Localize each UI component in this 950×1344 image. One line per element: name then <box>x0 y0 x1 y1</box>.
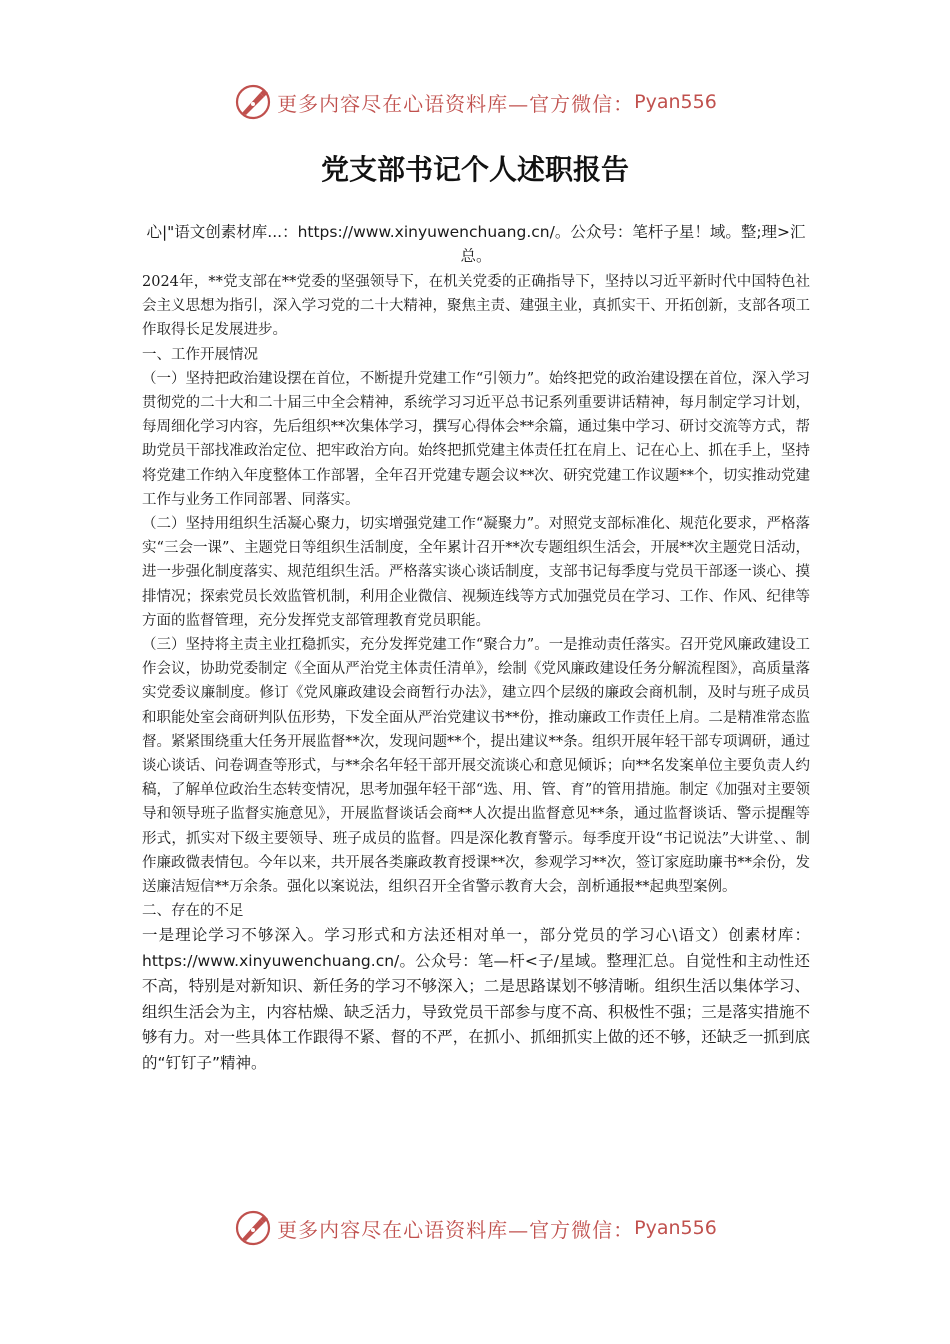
banner-wechat-id: Pyan556 <box>634 1217 717 1239</box>
banner-text: 更多内容尽在心语资料库—官方微信： <box>277 91 635 116</box>
work-paragraph-3: （三）坚持将主责主业扛稳抓实，充分发挥党建工作“聚合力”。一是推动责任落实。召开党风廉政建设工作会议，协助党委制定《全面从严治党主体责任清单》，绘制《党风廉政建设任务分解流程图》，高质量落实党委议廉制度。修订《党风廉政建设会商暂行办法》，建立四个层级的廉政会商机制，及时与班子成员和职能处室会商研判队伍形势，下发全面从严治党建议书**份，推动廉政工作责任上肩。二是精准常态监督。紧紧围绕重大任务开展监督**次，发现问题**个，提出建议**条。组织开展年轻干部专项调研，通过谈心谈话、问卷调查等形式，与**余名年轻干部开展交流谈心和意见倾诉；向**名发案单位主要负责人约稿，了解单位政治生态转变情况，思考加强年轻干部“选、用、管、育”的管用措施。制定《加强对主要领导和领导班子监督实施意见》，开展监督谈话会商**人次提出监督意见**条，通过监督谈话、警示提醒等形式，抓实对下级主要领导、班子成员的监督。四是深化教育警示。每季度开设“书记说法”大讲堂、、制作廉政微表情包。今年以来，共开展各类廉政教育授课**次，参观学习**次，签订家庭助廉书**余份，发送廉洁短信**万余条。强化以案说法，组织召开全省警示教育大会，剖析通报**起典型案例。 <box>142 637 810 896</box>
pen-nib-logo-icon <box>233 1208 273 1248</box>
shortcomings-paragraph: 一是理论学习不够深入。学习形式和方法还相对单一，部分党员的学习心\语文）创素材库：https://www.xinyuwenchuang.cn/。公众号：笔—杆<子/星域。整理汇总。自觉性和主动性还不高，特别是对新知识、新任务的学习不够深入；二是思路谋划不够清晰。组织生活以集体学习、组织生活会为主，内容枯燥、缺乏活力，导致党员干部参与度不高、积极性不强；三是落实措施不够有力。对一些具体工作跟得不紧、督的不严，在抓小、抓细抓实上做的还不够，还缺乏一抓到底的“钉钉子”精神。 <box>142 926 810 1072</box>
header-watermark-banner <box>0 80 950 124</box>
section-heading-shortcomings: 二、存在的不足 <box>142 903 244 920</box>
section-heading-work: 一、工作开展情况 <box>142 346 258 363</box>
intro-paragraph: 2024年，**党支部在**党委的坚强领导下，在机关党委的正确指导下，坚持以习近平新时代中国特色社会主义思想为指引，深入学习党的二十大精神，聚焦主责、建强主业，真抓实干、开拓创新，支部各项工作取得长足发展进步。 <box>142 274 810 339</box>
work-paragraph-2: （二）坚持用组织生活凝心聚力，切实增强党建工作“凝聚力”。对照党支部标准化、规范化要求，严格落实“三会一课”、主题党日等组织生活制度，全年累计召开**次专题组织生活会，开展**次主题党日活动，进一步强化制度落实、规范组织生活。严格落实谈心谈话制度，支部书记每季度与党员干部逐一谈心、摸排情况；探索党员长效监管机制，利用企业微信、视频连线等方式加强党员在学习、工作、作风、纪律等方面的监督管理，充分发挥党支部管理教育党员职能。 <box>142 516 810 629</box>
footer-watermark-banner <box>0 1206 950 1250</box>
banner-wechat-id: Pyan556 <box>634 91 717 113</box>
banner-text: 更多内容尽在心语资料库—官方微信： <box>277 1217 635 1242</box>
work-paragraph-1: （一）坚持把政治建设摆在首位，不断提升党建工作“引领力”。始终把党的政治建设摆在首位，深入学习贯彻党的二十大和二十届三中全会精神，系统学习习近平总书记系列重要讲话精神，每月制定学习计划，每周细化学习内容，先后组织**次集体学习，撰写心得体会**余篇，通过集中学习、研讨交流等方式，帮助党员干部找准政治定位、把牢政治方向。始终把抓党建主体责任扛在肩上、记在心上、抓在手上，坚持将党建工作纳入年度整体工作部署，全年召开党建专题会议**次、研究党建工作议题**个，切实推动党建工作与业务工作同部署、同落实。 <box>142 370 810 508</box>
document-title: 党支部书记个人述职报告 <box>320 153 629 186</box>
pen-nib-logo-icon <box>233 82 273 122</box>
source-notice: 心|"语文创素材库...：https://www.xinyuwenchuang.cn/。公众号：笔杆子星！域。整;理>汇总。 <box>146 223 806 265</box>
document-body <box>142 220 810 1076</box>
